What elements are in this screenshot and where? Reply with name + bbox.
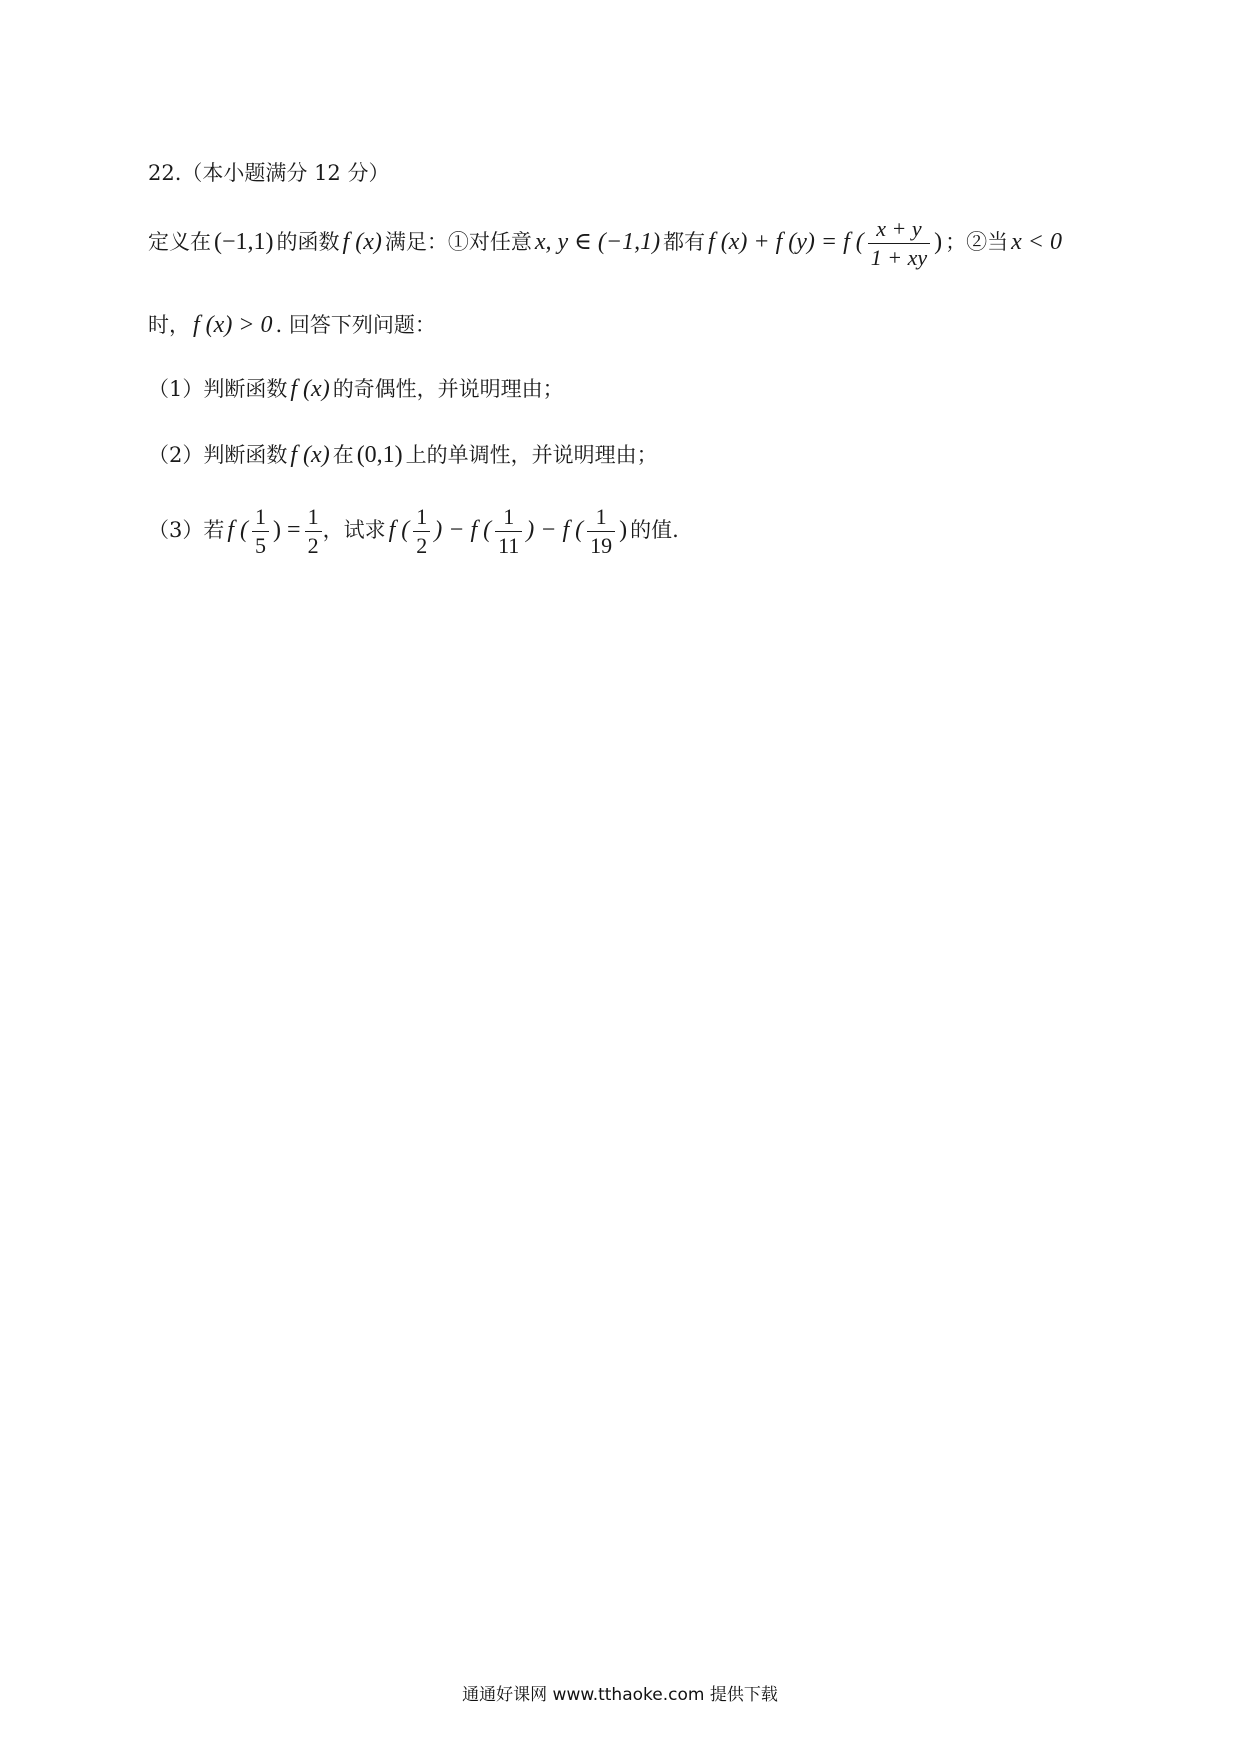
fraction-numerator: 1 bbox=[252, 504, 269, 532]
question-text: ，试求 bbox=[322, 518, 386, 542]
minus-function-call: ) − f ( bbox=[526, 517, 584, 543]
fraction-one-half bbox=[413, 504, 430, 559]
definition-text: ；②当 bbox=[945, 230, 1009, 254]
domain-condition: x, y ∈ (−1,1) bbox=[534, 229, 661, 255]
functional-equation: f (x) + f (y) = f ( bbox=[708, 229, 864, 255]
sign-condition: x < 0 bbox=[1011, 229, 1062, 255]
question-text: 若 bbox=[203, 518, 225, 542]
problem-heading: 22.（本小题满分 12 分） bbox=[148, 161, 390, 185]
question-text: 判断函数 bbox=[203, 443, 288, 467]
definition-text: 定义在 bbox=[148, 230, 211, 254]
fraction-numerator: x + y bbox=[868, 216, 930, 244]
question-3 bbox=[148, 504, 679, 559]
question-text: 的值. bbox=[630, 518, 679, 542]
fraction-one-eleventh bbox=[495, 504, 522, 559]
equals-expression: ) = bbox=[273, 517, 301, 543]
definition-text: 满足：①对任意 bbox=[384, 230, 532, 254]
fraction-denominator: 19 bbox=[590, 533, 613, 558]
function-call: f ( bbox=[227, 517, 249, 543]
closing-paren: ) bbox=[934, 229, 943, 255]
definition-text: 都有 bbox=[663, 230, 706, 254]
fraction-numerator: 1 bbox=[495, 504, 522, 532]
function-expression: f (x) bbox=[290, 376, 330, 402]
fraction-numerator: 1 bbox=[413, 504, 430, 532]
definition-line-2 bbox=[148, 310, 436, 340]
question-1 bbox=[148, 374, 564, 404]
closing-paren: ) bbox=[619, 517, 628, 543]
footer-source-note: 通通好课网 www.tthaoke.com 提供下载 bbox=[462, 1685, 778, 1705]
fraction-denominator: 2 bbox=[416, 533, 428, 558]
question-label: （2） bbox=[148, 443, 204, 467]
fraction-numerator: 1 bbox=[587, 504, 615, 532]
fraction-one-half bbox=[305, 504, 322, 559]
function-call: f ( bbox=[388, 517, 410, 543]
definition-text: . 回答下列问题： bbox=[275, 313, 436, 337]
function-expression: f (x) bbox=[342, 229, 382, 255]
definition-text: 的函数 bbox=[276, 230, 340, 254]
definition-line-1 bbox=[148, 216, 1065, 271]
fraction-denominator: 2 bbox=[307, 533, 319, 558]
fraction-numerator: 1 bbox=[305, 504, 322, 532]
minus-function-call: ) − f ( bbox=[434, 517, 492, 543]
fraction-one-nineteenth bbox=[587, 504, 615, 559]
question-label: （3） bbox=[148, 518, 204, 542]
question-text: 的奇偶性，并说明理由； bbox=[332, 377, 564, 401]
question-label: （1） bbox=[148, 377, 204, 401]
fraction-denominator: 11 bbox=[498, 533, 520, 558]
interval-expression: (0,1) bbox=[356, 442, 403, 468]
interval-expression: (−1,1) bbox=[214, 229, 274, 255]
question-2 bbox=[148, 440, 658, 470]
functional-equation-fraction bbox=[868, 216, 930, 271]
question-text: 判断函数 bbox=[203, 377, 288, 401]
fraction-denominator: 1 + xy bbox=[870, 245, 928, 270]
positivity-condition: f (x) > 0 bbox=[193, 312, 273, 338]
fraction-one-fifth bbox=[252, 504, 269, 559]
definition-text: 时， bbox=[148, 313, 190, 337]
function-expression: f (x) bbox=[290, 442, 330, 468]
fraction-denominator: 5 bbox=[255, 533, 267, 558]
question-text: 上的单调性，并说明理由； bbox=[405, 443, 658, 467]
question-text: 在 bbox=[332, 443, 354, 467]
